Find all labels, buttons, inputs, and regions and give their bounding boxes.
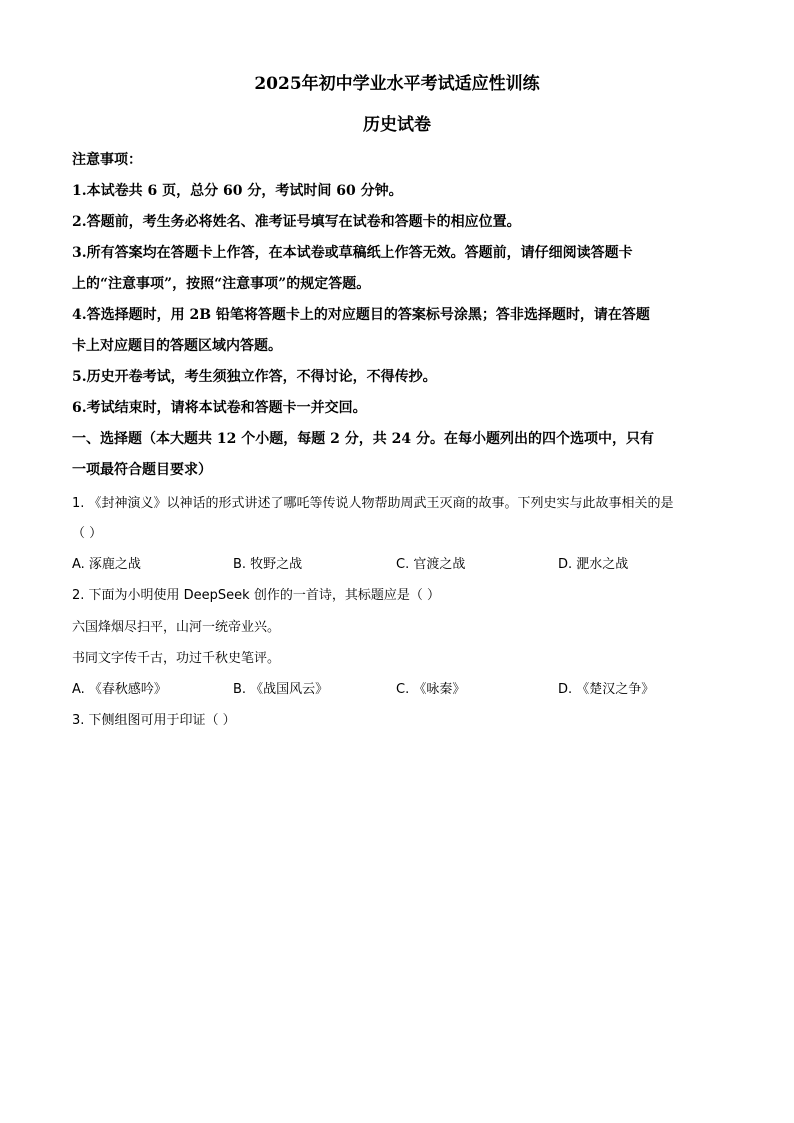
question-1-option-d: D. 淝水之战 bbox=[558, 557, 629, 572]
question-1-option-b: B. 牧野之战 bbox=[233, 557, 303, 572]
notice-line: 1.本试卷共 6 页，总分 60 分，考试时间 60 分钟。 bbox=[72, 183, 403, 199]
question-2-option-a: A. 《春秋感吟》 bbox=[72, 682, 167, 697]
section-heading-cont: 一项最符合题目要求） bbox=[72, 462, 212, 478]
question-1-option-c: C. 官渡之战 bbox=[396, 557, 466, 572]
notice-line: 卡上对应题目的答题区域内答题。 bbox=[72, 338, 282, 354]
question-2-option-b: B. 《战国风云》 bbox=[233, 682, 329, 697]
notice-line: 3.所有答案均在答题卡上作答，在本试卷或草稿纸上作答无效。答题前，请仔细阅读答题卡 bbox=[72, 245, 633, 261]
poem-line: 六国烽烟尽扫平，山河一统帝业兴。 bbox=[72, 620, 281, 635]
notice-line: 5.历史开卷考试，考生须独立作答，不得讨论，不得传抄。 bbox=[72, 369, 437, 385]
question-1-stem-cont: （ ） bbox=[72, 526, 103, 541]
notice-line: 2.答题前，考生务必将姓名、准考证号填写在试卷和答题卡的相应位置。 bbox=[72, 214, 521, 230]
question-2-option-d: D. 《楚汉之争》 bbox=[558, 682, 655, 697]
notice-heading: 注意事项： bbox=[72, 152, 142, 168]
section-heading: 一、选择题（本大题共 12 个小题，每题 2 分，共 24 分。在每小题列出的四个选项中，只有 bbox=[72, 431, 654, 447]
notice-line: 4.答选择题时，用 2B 铅笔将答题卡上的对应题目的答案标号涂黑；答非选择题时，请在答题 bbox=[72, 307, 650, 323]
question-1-option-a: A. 涿鹿之战 bbox=[72, 557, 141, 572]
question-3-stem: 3. 下侧组图可用于印证（ ） bbox=[72, 713, 236, 728]
notice-line: 6.考试结束时，请将本试卷和答题卡一并交回。 bbox=[72, 400, 367, 416]
question-1-stem: 1. 《封神演义》以神话的形式讲述了哪吒等传说人物帮助周武王灭商的故事。下列史实与此故事相关的是 bbox=[72, 496, 674, 511]
poem-line: 书同文字传千古，功过千秋史笔评。 bbox=[72, 651, 281, 666]
exam-title: 2025年初中学业水平考试适应性训练 bbox=[254, 74, 540, 94]
question-2-stem: 2. 下面为小明使用 DeepSeek 创作的一首诗，其标题应是（ ） bbox=[72, 588, 440, 603]
question-2-option-c: C. 《咏秦》 bbox=[396, 682, 466, 697]
notice-line: 上的“注意事项”，按照“注意事项”的规定答题。 bbox=[72, 276, 371, 292]
exam-subtitle: 历史试卷 bbox=[363, 115, 431, 135]
